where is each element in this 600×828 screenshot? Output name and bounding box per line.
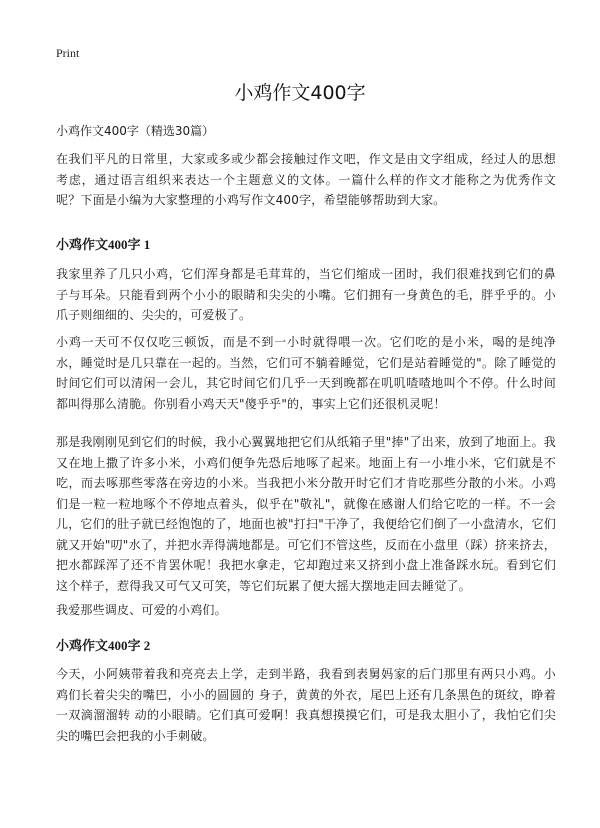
intro-paragraph: 在我们平凡的日常里，大家或多或少都会接触过作文吧，作文是由文字组成，经过人的思想考虑，通过语言组织来表达一个主题意义的文体。一篇什么样的作文才能称之为优秀作文呢？下面是小编为大家整理的小鸡写作文400字，希望能够帮助到大家。 (56, 152, 556, 207)
section-1-paragraph-3: 那是我刚刚见到它们的时候，我小心翼翼地把它们从纸箱子里"捧"了出来，放到了地面上。我又在地上撒了许多小米，小鸡们便争先恐后地啄了起来。地面上有一小堆小米，它们就是不吃，而去啄那些零落在旁边的小米。当我把小米分散开时它们才肯吃那些分散的小米。小鸡们是一粒一粒地啄个不停地点着头，似乎在"敬礼"，就像在感谢人们给它吃的一样。不一会儿，它们的肚子就已经饱饱的了，地面也被"打扫"干净了，我便给它们倒了一小盘清水，它们就又开始"叨"水了，并把水弄得满地都是。可它们不管这些，反而在小盘里（踩）挤来挤去，把水都踩浑了还不肯罢休呢！我把水拿走，它却跑过来又挤到小盘上准备踩水玩。看到它们这个样子，惹得我又可气又可笑，等它们玩累了便大摇大摆地走回去睡觉了。 (56, 435, 556, 593)
section-2-paragraph-1: 今天，小阿姨带着我和亮亮去上学，走到半路，我看到表舅妈家的后门那里有两只小鸡。小鸡们长着尖尖的嘴巴，小小的圆圆的 身子，黄黄的外衣，尾巴上还有几条黑色的斑纹，睁着一双滴溜溜转 动的小眼睛。它们真可爱啊！我真想摸摸它们，可是我太胆小了，我怕它们尖尖的嘴巴会把我的小手刺破。 (56, 667, 556, 743)
section-1-paragraph-2: 小鸡一天可不仅仅吃三顿饭，而是不到一小时就得喂一次。它们吃的是小米，喝的是纯净水，睡觉时是几只靠在一起的。当然，它们可不躺着睡觉，它们是站着睡觉的"。除了睡觉的时间它们可以清闲一会儿，其它时间它们几乎一天到晚都在叽叽喳喳地叫个不停。什么时间都叫得那么清脆。你别看小鸡天天"傻乎乎"的，事实上它们还很机灵呢！ (56, 335, 556, 411)
section-1-paragraph-1: 我家里养了几只小鸡，它们浑身都是毛茸茸的，当它们缩成一团时，我们很难找到它们的鼻子与耳朵。只能看到两个小小的眼睛和尖尖的小嘴。它们拥有一身黄色的毛，胖乎乎的。小爪子则细细的、尖尖的，可爱极了。 (56, 267, 556, 322)
section-heading-1: 小鸡作文400字 1 (56, 237, 151, 252)
section-1-paragraph-4: 我爱那些调皮、可爱的小鸡们。 (56, 603, 227, 617)
document-subtitle: 小鸡作文400字（精选30篇） (56, 124, 215, 138)
section-heading-2: 小鸡作文400字 2 (56, 638, 151, 653)
print-label: Print (56, 46, 80, 60)
page-title: 小鸡作文400字 (234, 82, 366, 104)
